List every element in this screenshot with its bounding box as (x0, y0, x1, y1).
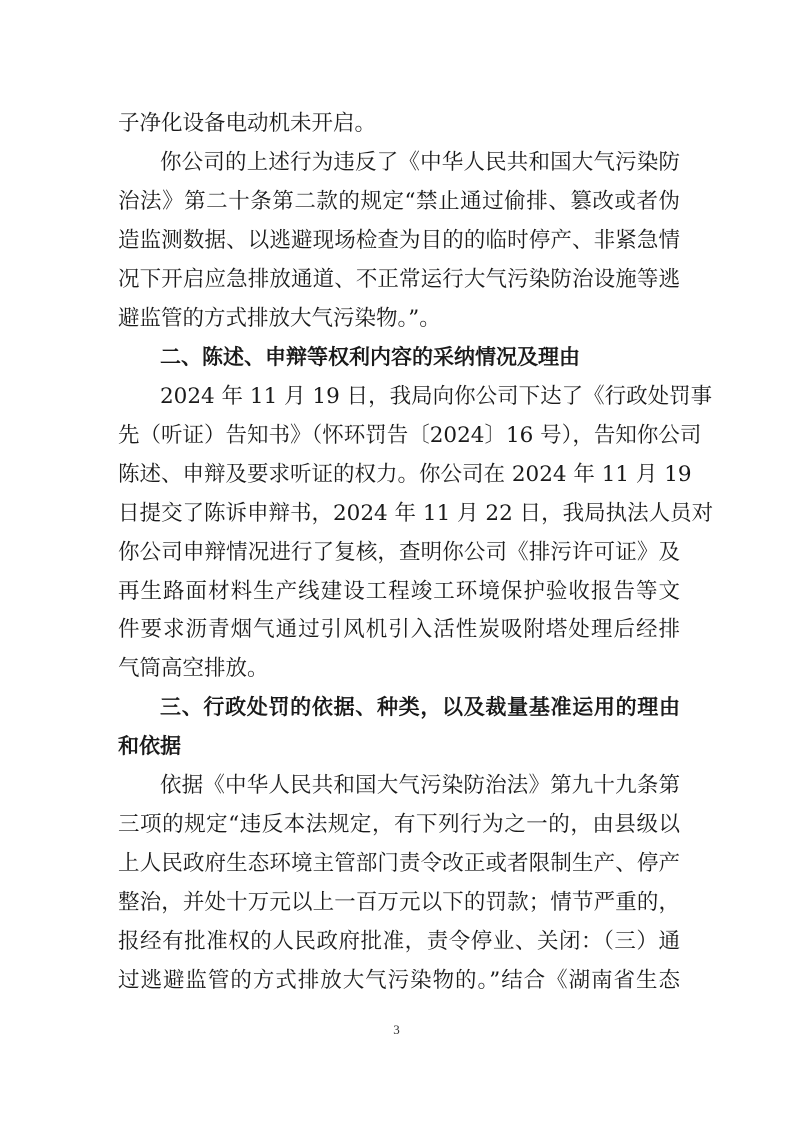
paragraph-line: 日提交了陈诉申辩书，2024 年 11 月 22 日，我局执法人员对 (118, 500, 714, 526)
paragraph-line: 过逃避监管的方式排放大气污染物的。”结合《湖南省生态 (118, 968, 680, 993)
paragraph-line: 况下开启应急排放通道、不正常运行大气污染防治设施等逃 (118, 266, 680, 292)
paragraph-line: 先（听证）告知书》（怀环罚告〔2024〕16 号），告知你公司 (118, 422, 702, 448)
paragraph-line: 再生路面材料生产线建设工程竣工环境保护验收报告等文 (118, 578, 680, 604)
section-heading: 二、陈述、申辩等权利内容的采纳情况及理由 (160, 344, 580, 369)
paragraph-line: 三项的规定“违反本法规定，有下列行为之一的，由县级以 (118, 812, 680, 838)
section-heading: 三、行政处罚的依据、种类，以及裁量基准运用的理由 (160, 695, 680, 720)
section-heading: 和依据 (118, 734, 181, 759)
paragraph-line: 你公司申辩情况进行了复核，查明你公司《排污许可证》及 (118, 539, 680, 565)
paragraph-line: 子净化设备电动机未开启。 (118, 111, 377, 136)
paragraph-line: 造监测数据、以逃避现场检查为目的的临时停产、非紧急情 (118, 227, 680, 253)
paragraph-line: 2024 年 11 月 19 日，我局向你公司下达了《行政处罚事 (160, 383, 713, 409)
paragraph-line: 气筒高空排放。 (118, 656, 269, 682)
paragraph-line: 件要求沥青烟气通过引风机引入活性炭吸附塔处理后经排 (118, 617, 680, 643)
paragraph-line: 你公司的上述行为违反了《中华人民共和国大气污染防 (160, 150, 680, 175)
paragraph-line: 依据《中华人民共和国大气污染防治法》第九十九条第 (160, 773, 680, 799)
paragraph-line: 上人民政府生态环境主管部门责令改正或者限制生产、停产 (118, 851, 680, 877)
paragraph-line: 整治，并处十万元以上一百万元以下的罚款；情节严重的， (118, 890, 680, 916)
paragraph-line: 治法》第二十条第二款的规定“禁止通过偷排、篡改或者伪 (118, 188, 680, 214)
paragraph-line: 避监管的方式排放大气污染物。”。 (118, 305, 441, 331)
page-number: 3 (393, 1022, 400, 1037)
paragraph-line: 陈述、申辩及要求听证的权力。你公司在 2024 年 11 月 19 (118, 461, 692, 487)
paragraph-line: 报经有批准权的人民政府批准，责令停业、关闭：（三）通 (118, 929, 680, 955)
